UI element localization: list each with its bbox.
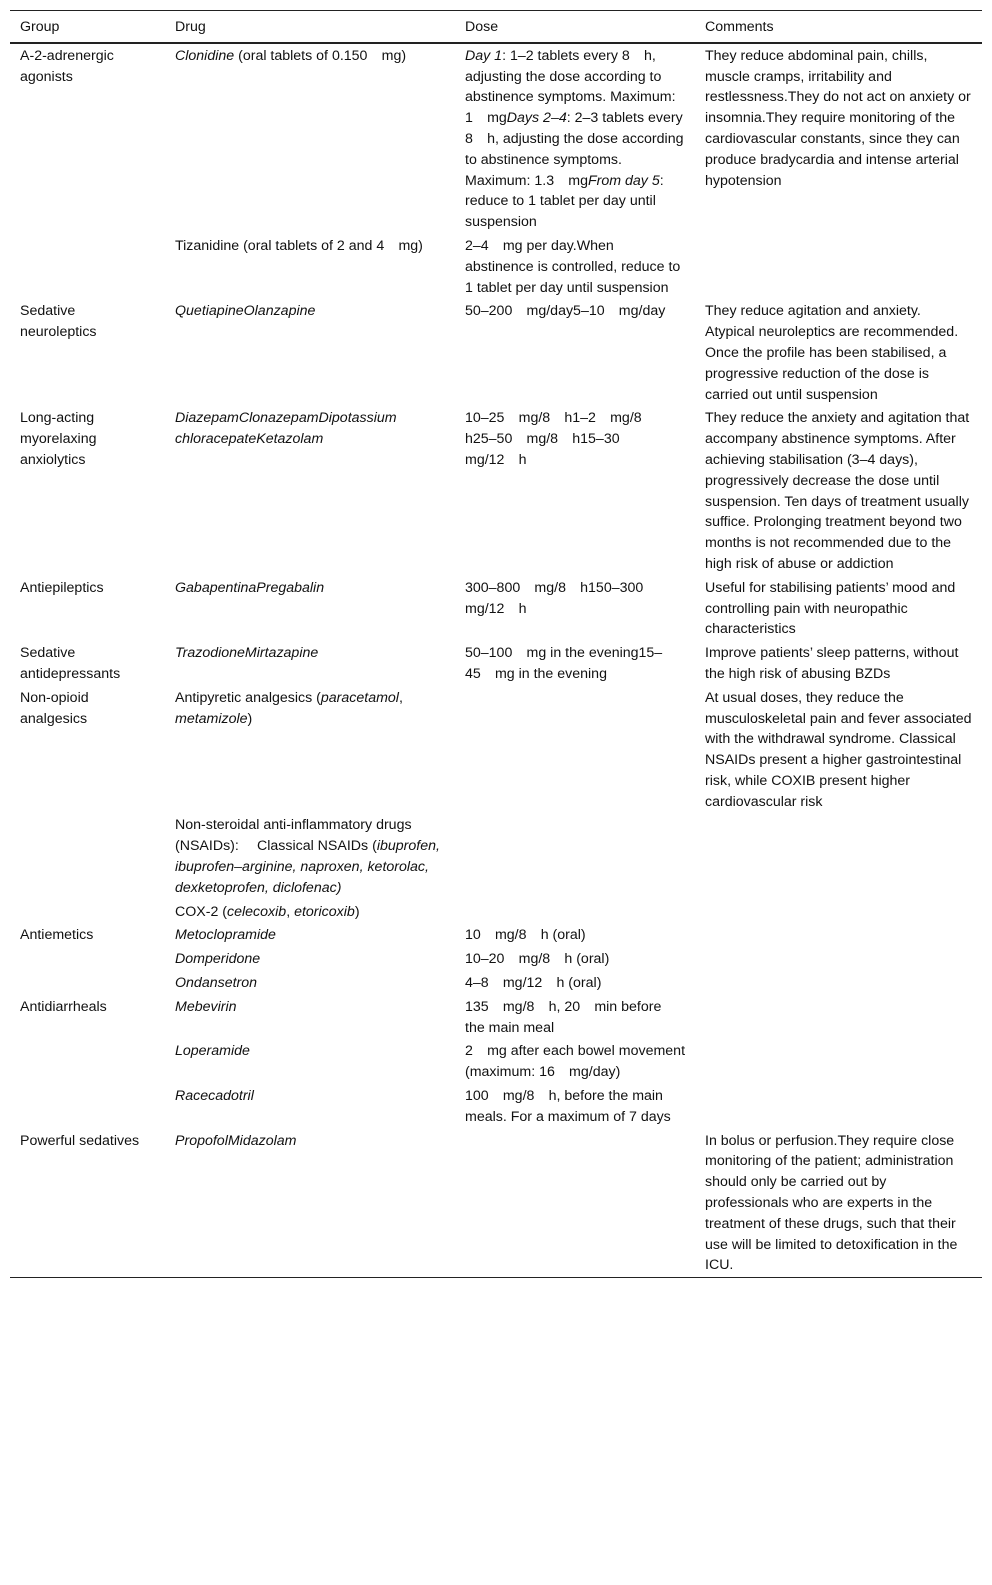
drug-text: Domperidone [175, 951, 261, 968]
drug-cell [165, 641, 455, 686]
drug-text: TrazodioneMirtazapine [175, 645, 319, 662]
comments-cell [695, 234, 982, 299]
dose-text: 2–4 mg per day.When abstinence is controlled, reduce to 1 tablet per day until suspension [465, 237, 681, 296]
comments-cell [695, 900, 982, 924]
comments-text: They reduce the anxiety and agitation that accompany abstinence symptoms. After achieving stabilisation (3–4 days), progressively decrease the dose until suspension. Ten days of treatment usually suffice. Prolonging treatment beyond two months is not recommended due to the high risk of abuse or addiction [705, 410, 970, 572]
group-cell [10, 1129, 165, 1278]
group-text: Sedative antidepressants [20, 645, 121, 682]
table-row [10, 995, 982, 1040]
comments-cell [695, 686, 982, 814]
dose-text: From day 5 [587, 172, 660, 189]
group-text: Sedative neuroleptics [20, 303, 97, 341]
dose-cell [455, 43, 695, 234]
dose-cell [455, 971, 695, 995]
dose-cell [455, 299, 695, 406]
group-cell [10, 43, 165, 234]
comments-text: They reduce agitation and anxiety. Atypical neuroleptics are recommended. Once the profile has been stabilised, a progressive reduction of the dose is carried out until suspension [705, 303, 959, 403]
comments-cell [695, 971, 982, 995]
drug-cell [165, 299, 455, 406]
comments-cell [695, 1129, 982, 1278]
header-group: Group [10, 11, 165, 43]
drug-text: Non-steroidal anti-inflammatory drugs (NSAIDs): Classical NSAIDs ( [175, 817, 412, 855]
table-header [10, 11, 982, 43]
drug-text: Racecadotril [175, 1088, 254, 1105]
dose-cell [455, 947, 695, 971]
table-row [10, 923, 982, 947]
group-cell [10, 576, 165, 641]
drug-text: Tizanidine (oral tablets of 2 and 4 mg) [175, 237, 423, 254]
group-cell [10, 641, 165, 686]
header-drug: Drug [165, 11, 455, 43]
comments-cell [695, 995, 982, 1040]
comments-cell [695, 299, 982, 406]
dose-cell [455, 686, 695, 814]
dose-cell [455, 1129, 695, 1278]
group-text: Antiepileptics [20, 579, 104, 596]
drug-cell [165, 406, 455, 575]
comments-cell [695, 641, 982, 686]
table-row [10, 641, 982, 686]
table-row [10, 1039, 982, 1084]
drug-text: COX-2 ( [175, 903, 228, 920]
drug-text: GabapentinaPregabalin [175, 579, 325, 596]
dose-text: 2 mg after each bowel movement (maximum: 16 mg/day) [465, 1043, 686, 1081]
dose-cell [455, 641, 695, 686]
group-text: Powerful sedatives [20, 1132, 140, 1149]
drug-cell [165, 971, 455, 995]
dose-cell [455, 576, 695, 641]
comments-text: At usual doses, they reduce the musculoskeletal pain and fever associated with the withdrawal syndrome. Classical NSAIDs present a higher gastrointestinal risk, while COXIB present higher cardiovascular risk [705, 689, 972, 810]
group-text: Antidiarrheals [20, 998, 107, 1015]
comments-cell [695, 923, 982, 947]
comments-cell [695, 406, 982, 575]
table-row [10, 406, 982, 575]
header-comments: Comments [695, 11, 982, 43]
group-cell [10, 923, 165, 947]
dose-text: 300–800 mg/8 h150–300 mg/12 h [465, 579, 658, 617]
drug-text: Ondansetron [175, 975, 258, 992]
drug-text: DiazepamClonazepamDipotassium chloracepateKetazolam [175, 410, 397, 448]
table-body [10, 43, 982, 1278]
comments-cell [695, 1039, 982, 1084]
drug-cell [165, 1039, 455, 1084]
drug-text: Mebevirin [175, 998, 237, 1015]
table-row [10, 900, 982, 924]
dose-text: 10 mg/8 h (oral) [465, 927, 586, 944]
dose-text: 4–8 mg/12 h (oral) [465, 975, 602, 992]
drug-cell [165, 1129, 455, 1278]
group-cell [10, 234, 165, 299]
table-row [10, 1084, 982, 1129]
table-row [10, 971, 982, 995]
dose-cell [455, 923, 695, 947]
dose-cell [455, 406, 695, 575]
table-row [10, 299, 982, 406]
drug-text: Loperamide [175, 1043, 250, 1060]
drug-cell [165, 813, 455, 899]
group-cell [10, 995, 165, 1040]
drug-cell [165, 1084, 455, 1129]
drug-text: PropofolMidazolam [175, 1132, 297, 1149]
drug-text: (oral tablets of 0.150 mg) [234, 47, 407, 64]
comments-text: They reduce abdominal pain, chills, muscle cramps, irritability and restlessness.They do not act on anxiety or insomnia.They require monitoring of the cardiovascular constants, since they can produce bradycardia and intense arterial hypotension [705, 47, 971, 189]
drug-text: metamizole [175, 710, 248, 727]
comments-text: Improve patients’ sleep patterns, without the high risk of abusing BZDs [705, 645, 959, 682]
drug-cell [165, 995, 455, 1040]
drug-text: etoricoxib [294, 903, 355, 920]
group-cell [10, 1084, 165, 1129]
drug-text: Metoclopramide [175, 927, 276, 944]
dose-cell [455, 234, 695, 299]
group-cell [10, 299, 165, 406]
drug-text: , [286, 903, 295, 920]
group-cell [10, 686, 165, 814]
group-cell [10, 813, 165, 899]
dose-text: 50–100 mg in the evening15–45 mg in the evening [465, 645, 663, 682]
dose-text: Day 1 [465, 47, 503, 64]
table-row [10, 813, 982, 899]
group-text: Non-opioid analgesics [20, 689, 89, 727]
group-cell [10, 406, 165, 575]
table-row [10, 1129, 982, 1278]
drug-text: Antipyretic analgesics ( [175, 689, 321, 706]
group-cell [10, 947, 165, 971]
comments-text: In bolus or perfusion.They require close monitoring of the patient; administration should only be carried out by professionals who are experts in the treatment of these drugs, such that their use will be limited to detoxification in the ICU. [705, 1132, 958, 1274]
dose-text: : 1–2 tablets every 8 h, adjusting the dose according to abstinence symptoms. Maximum: 1 mg [465, 47, 676, 127]
drug-text: celecoxib [227, 903, 287, 920]
dose-text: : reduce to 1 tablet per day until suspension [465, 172, 664, 231]
drug-text: Clonidine [175, 47, 235, 64]
table-row [10, 234, 982, 299]
dose-cell [455, 1039, 695, 1084]
table-row [10, 43, 982, 234]
comments-cell [695, 813, 982, 899]
comments-cell [695, 576, 982, 641]
drug-text: ) [247, 710, 253, 727]
comments-cell [695, 947, 982, 971]
group-cell [10, 900, 165, 924]
table-row [10, 686, 982, 814]
dose-text: Days 2–4 [506, 110, 567, 127]
comments-cell [695, 1084, 982, 1129]
drug-cell [165, 576, 455, 641]
group-text: Long-acting myorelaxing anxiolytics [20, 410, 97, 468]
drug-table [10, 10, 982, 1278]
drug-text: ibuprofen, ibuprofen–arginine, naproxen, ketorolac, dexketoprofen, diclofenac) [175, 838, 440, 896]
drug-text: ) [354, 903, 360, 920]
dose-text: 100 mg/8 h, before the main meals. For a maximum of 7 days [465, 1088, 671, 1125]
table-row [10, 576, 982, 641]
group-cell [10, 1039, 165, 1084]
comments-cell [695, 43, 982, 234]
dose-text: 10–25 mg/8 h1–2 mg/8 h25–50 mg/8 h15–30 mg/12 h [465, 410, 656, 468]
comments-text: Useful for stabilising patients’ mood and controlling pain with neuropathic characteristics [705, 579, 956, 638]
dose-cell [455, 813, 695, 899]
dose-text: 10–20 mg/8 h (oral) [465, 951, 610, 968]
group-cell [10, 971, 165, 995]
drug-cell [165, 686, 455, 814]
table-row [10, 947, 982, 971]
dose-text: : 2–3 tablets every 8 h, adjusting the dose according to abstinence symptoms. Maximum: 1.3 mg [465, 110, 684, 189]
drug-cell [165, 947, 455, 971]
dose-cell [455, 900, 695, 924]
group-text: Antiemetics [20, 927, 94, 944]
dose-text: 135 mg/8 h, 20 min before the main meal [465, 998, 662, 1036]
drug-cell [165, 900, 455, 924]
dose-cell [455, 1084, 695, 1129]
dose-text: 50–200 mg/day5–10 mg/day [465, 303, 666, 320]
drug-text: QuetiapineOlanzapine [175, 303, 316, 320]
header-dose: Dose [455, 11, 695, 43]
drug-cell [165, 234, 455, 299]
drug-cell [165, 923, 455, 947]
drug-cell [165, 43, 455, 234]
group-text: A-2-adrenergic agonists [20, 47, 114, 85]
dose-cell [455, 995, 695, 1040]
drug-text: , [398, 689, 403, 706]
drug-text: paracetamol [320, 689, 399, 706]
